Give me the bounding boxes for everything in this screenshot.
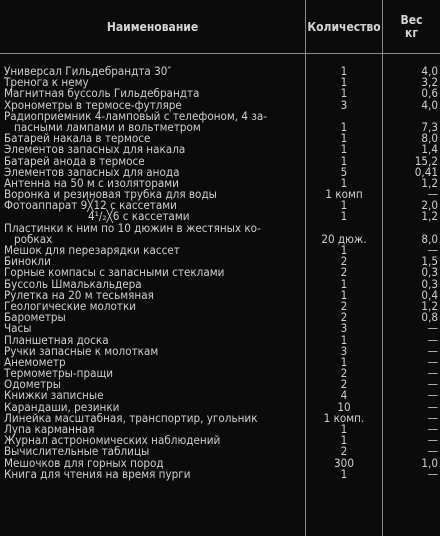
item-weight: — bbox=[427, 366, 438, 381]
item-name-line: Ручки запасные к молоткам bbox=[4, 343, 159, 358]
item-quantity: 1 bbox=[340, 332, 348, 347]
weight-header-line1: Вес bbox=[400, 13, 423, 27]
table-row bbox=[0, 343, 440, 358]
weight-column-header bbox=[383, 0, 440, 54]
item-quantity: 5 bbox=[340, 164, 348, 179]
item-quantity: 1 bbox=[340, 142, 348, 157]
item-weight: 7,3 bbox=[421, 119, 438, 134]
item-name-line: Геологические молотки bbox=[4, 298, 137, 313]
item-weight: — bbox=[427, 410, 438, 425]
item-quantity: 2 bbox=[340, 310, 348, 325]
item-name-line: Бинокли bbox=[4, 254, 51, 269]
item-name-line: Воронка и резиновая трубка для воды bbox=[4, 187, 217, 202]
item-weight: — bbox=[427, 433, 438, 448]
item-name-line: Линейка масштабная, транспортир, угольник bbox=[4, 410, 258, 425]
item-name-line: Тренога к нему bbox=[4, 75, 89, 90]
item-quantity: 1 bbox=[340, 276, 348, 291]
item-weight: 1,5 bbox=[421, 254, 438, 269]
item-weight: — bbox=[427, 377, 438, 392]
item-quantity: 4 bbox=[340, 388, 348, 403]
table-body bbox=[0, 66, 440, 480]
item-quantity: 2 bbox=[340, 265, 348, 280]
weight-header-line2: кг bbox=[405, 26, 418, 40]
item-name-line: Карандаши, резинки bbox=[4, 399, 120, 414]
item-weight: 0,3 bbox=[421, 265, 438, 280]
item-name-line: Вычислительные таблицы bbox=[4, 444, 150, 459]
item-name-line: Радиоприемник 4-ламповый с телефоном, 4 за- bbox=[4, 108, 268, 123]
item-weight: 0,41 bbox=[414, 164, 438, 179]
item-weight: 0,8 bbox=[421, 310, 438, 325]
item-weight: 2,0 bbox=[421, 198, 438, 213]
item-weight: — bbox=[427, 466, 438, 481]
item-name-line: Термометры-пращи bbox=[4, 366, 114, 381]
item-weight: 8,0 bbox=[421, 231, 438, 246]
item-name-line: Антенна на 50 м с изоляторами bbox=[4, 175, 179, 190]
item-quantity: 2 bbox=[340, 298, 348, 313]
item-quantity: 1 bbox=[340, 354, 348, 369]
item-weight: 1,2 bbox=[421, 298, 438, 313]
item-quantity: 20 дюж. bbox=[321, 231, 367, 246]
item-name-line: Пластинки к ним по 10 дюжин в жестяных ко- bbox=[4, 220, 261, 235]
item-weight: 0,3 bbox=[421, 276, 438, 291]
item-name-line: Элементов запасных для накала bbox=[4, 142, 186, 157]
item-name-line: Планшетная доска bbox=[4, 332, 109, 347]
item-name bbox=[4, 108, 304, 134]
item-name-line: Книжки записные bbox=[4, 388, 104, 403]
item-quantity: 1 bbox=[340, 422, 348, 437]
item-weight: — bbox=[427, 332, 438, 347]
table-row bbox=[0, 220, 440, 246]
item-name-line: Мешочков для горных пород bbox=[4, 455, 164, 470]
item-weight: 1,0 bbox=[421, 455, 438, 470]
item-name-line: Часы bbox=[4, 321, 32, 336]
item-name-line: Элементов запасных для анода bbox=[4, 164, 180, 179]
item-weight: 15,2 bbox=[414, 153, 438, 168]
item-quantity: 3 bbox=[340, 343, 348, 358]
item-name bbox=[4, 466, 304, 481]
item-quantity: 2 bbox=[340, 377, 348, 392]
item-quantity: 1 bbox=[340, 287, 348, 302]
item-weight: — bbox=[427, 343, 438, 358]
item-name-line: Батарей накала в термосе bbox=[4, 131, 151, 146]
item-name-line: Магнитная буссоль Гильдебрандта bbox=[4, 86, 200, 101]
item-quantity: 3 bbox=[340, 97, 348, 112]
item-weight: 1,2 bbox=[421, 209, 438, 224]
table-row bbox=[0, 298, 440, 313]
item-weight: 0,4 bbox=[421, 287, 438, 302]
table-row bbox=[0, 368, 440, 379]
item-weight: — bbox=[427, 422, 438, 437]
item-weight: — bbox=[427, 243, 438, 258]
item-quantity: 1 bbox=[340, 64, 348, 78]
table-row bbox=[0, 466, 440, 481]
item-quantity: 2 bbox=[340, 254, 348, 269]
item-quantity: 1 комп bbox=[325, 187, 363, 202]
item-quantity: 1 bbox=[340, 209, 348, 224]
item-weight: 0,6 bbox=[421, 86, 438, 101]
item-name-line: Лупа карманная bbox=[4, 422, 95, 437]
item-weight: — bbox=[427, 187, 438, 202]
item-weight: — bbox=[427, 388, 438, 403]
item-quantity: 1 bbox=[340, 466, 348, 481]
item-name-line: Буссоль Шмалькальдера bbox=[4, 276, 142, 291]
item-name-line: Фотоаппарат 9╳12 с кассетами bbox=[4, 198, 177, 213]
quantity-column-header: Количество bbox=[307, 19, 381, 34]
item-quantity: 1 bbox=[340, 131, 348, 146]
item-name-line: Батарей анода в термосе bbox=[4, 153, 145, 168]
item-weight: 3,2 bbox=[421, 75, 438, 90]
item-quantity: 1 bbox=[340, 153, 348, 168]
item-quantity: 2 bbox=[340, 444, 348, 459]
item-name bbox=[4, 312, 304, 323]
item-quantity: 1 bbox=[340, 243, 348, 258]
item-name-line: Одометры bbox=[4, 377, 62, 392]
table-row bbox=[0, 200, 440, 211]
item-quantity: 1 bbox=[340, 433, 348, 448]
item-quantity: 1 bbox=[340, 198, 348, 213]
item-name-line: 4¹/₂╳6 с кассетами bbox=[88, 209, 190, 224]
table-row bbox=[0, 312, 440, 323]
item-name-line: Универсал Гильдебрандта 30″ bbox=[4, 64, 172, 78]
item-quantity: 1 bbox=[340, 75, 348, 90]
item-name-line: Рулетка на 20 м тесьмяная bbox=[4, 287, 154, 302]
item-quantity: 1 комп. bbox=[323, 410, 365, 425]
item-weight: — bbox=[427, 444, 438, 459]
item-weight: 1,4 bbox=[421, 142, 438, 157]
name-column-header: Наименование bbox=[106, 19, 199, 34]
item-quantity: 1 bbox=[340, 119, 348, 134]
item-name-line: Мешок для перезарядки кассет bbox=[4, 243, 180, 258]
item-quantity: 300 bbox=[334, 455, 354, 470]
item-name-line: пасными лампами и вольтметром bbox=[14, 119, 201, 134]
item-weight: 1,2 bbox=[421, 175, 438, 190]
item-quantity: 1 bbox=[340, 175, 348, 190]
item-quantity: 10 bbox=[337, 399, 351, 414]
item-name-line: Горные компасы с запасными стеклами bbox=[4, 265, 225, 280]
item-quantity: 1 bbox=[340, 86, 348, 101]
item-name-line: Книга для чтения на время пурги bbox=[4, 466, 191, 481]
item-quantity: 2 bbox=[340, 366, 348, 381]
item-weight: 4,0 bbox=[421, 97, 438, 112]
item-name-line: Анемометр bbox=[4, 354, 66, 369]
item-name-line: робках bbox=[14, 231, 53, 246]
table-header bbox=[0, 0, 440, 54]
item-name bbox=[4, 220, 304, 246]
item-weight: — bbox=[427, 399, 438, 414]
table-row bbox=[0, 108, 440, 134]
table-row bbox=[0, 245, 440, 256]
item-weight: 8,0 bbox=[421, 131, 438, 146]
item-weight: — bbox=[427, 321, 438, 336]
item-quantity: 3 bbox=[340, 321, 348, 336]
item-name-line: Журнал астрономических наблюдений bbox=[4, 433, 221, 448]
item-weight: 4,0 bbox=[421, 64, 438, 78]
item-weight: — bbox=[427, 354, 438, 369]
item-name-line: Барометры bbox=[4, 310, 66, 325]
item-name-line: Хронометры в термосе-футляре bbox=[4, 97, 182, 112]
